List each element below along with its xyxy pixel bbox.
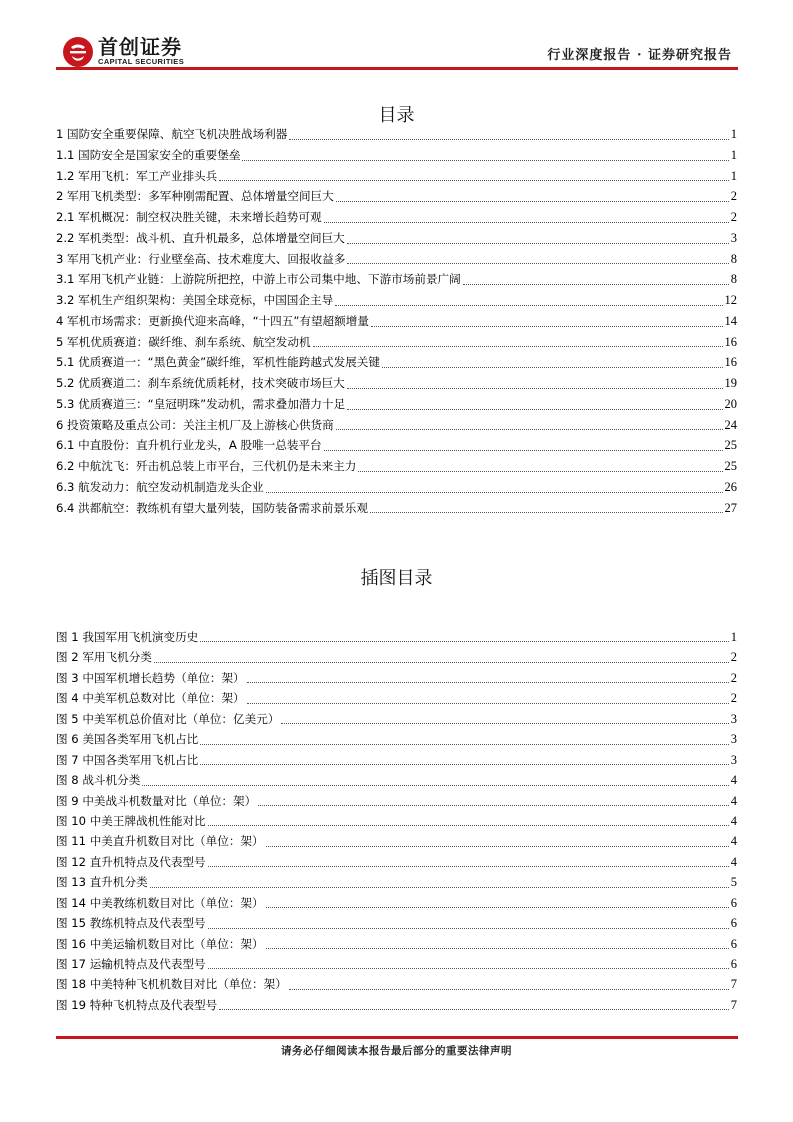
figure-entry-page: 1: [730, 630, 737, 644]
toc-entry-page: 16: [724, 355, 737, 370]
figure-entry-text: 图 5 中美军机总价值对比（单位：亿美元）: [56, 711, 280, 726]
figure-entry-text: 图 16 中美运输机数目对比（单位：架）: [56, 936, 264, 951]
figure-entry-text: 图 19 特种飞机特点及代表型号: [56, 997, 218, 1012]
figure-entry[interactable]: [56, 668, 737, 688]
figure-entry-text: 图 7 中国各类军用飞机占比: [56, 752, 199, 767]
legal-disclaimer: 请务必仔细阅读本报告最后部分的重要法律声明: [281, 1045, 512, 1057]
toc-entry[interactable]: [56, 311, 737, 332]
toc-entry-text: 6.4 洪都航空：教练机有望大量列装，国防装备需求前景乐观: [56, 500, 368, 515]
figure-entry-page: 4: [730, 773, 737, 788]
figure-entry-text: 图 9 中美战斗机数量对比（单位：架）: [56, 793, 257, 808]
report-type-label: 行业深度报告 · 证券研究报告: [547, 48, 732, 63]
toc-entry-text: 1 国防安全重要保障、航空飞机决胜战场利器: [56, 127, 288, 141]
dot-leader: [266, 845, 729, 847]
figure-entry[interactable]: [56, 647, 737, 667]
company-logo: [62, 35, 184, 69]
toc-entry-page: 24: [724, 417, 737, 432]
dot-leader: [347, 408, 722, 410]
toc-entry[interactable]: [56, 290, 737, 311]
toc-entry-page: 2: [730, 210, 737, 224]
toc-entry[interactable]: [56, 415, 737, 436]
figure-entry-page: 4: [730, 813, 737, 828]
figure-entry-text: 图 15 教练机特点及代表型号: [56, 916, 206, 931]
toc-entry-page: 3: [730, 230, 737, 245]
toc-entry-page: 19: [724, 376, 737, 390]
toc-entry-text: 1.2 军用飞机：军工产业排头兵: [56, 168, 218, 183]
dot-leader: [336, 200, 729, 202]
toc-entry-page: 25: [724, 438, 737, 453]
figure-entry[interactable]: [56, 791, 737, 811]
toc-entry-text: 6.2 中航沈飞：歼击机总装上市平台，三代机仍是未来主力: [56, 459, 357, 473]
figure-entry-text: 图 2 军用飞机分类: [56, 650, 152, 665]
figure-entry-page: 3: [730, 732, 737, 747]
dot-leader: [208, 824, 729, 826]
dot-leader: [313, 345, 723, 347]
figure-entry-page: 5: [730, 875, 737, 890]
figure-entry-page: 2: [730, 691, 737, 706]
toc-entry[interactable]: [56, 186, 737, 207]
dot-leader: [336, 428, 723, 430]
dot-leader: [281, 722, 728, 724]
capital-securities-logo-icon: [62, 36, 94, 68]
toc-entry-page: 16: [724, 334, 737, 349]
figure-entry[interactable]: [56, 852, 737, 872]
toc-entry-page: 26: [724, 479, 737, 494]
dot-leader: [242, 159, 728, 161]
figure-entry-page: 6: [730, 895, 737, 910]
figure-entry-page: 2: [730, 650, 737, 665]
toc-entry[interactable]: [56, 332, 737, 353]
toc-entry[interactable]: [56, 456, 737, 477]
header-divider: [56, 67, 738, 70]
dot-leader: [150, 886, 729, 888]
toc-entry-page: 12: [724, 293, 737, 307]
figure-entry-page: 3: [730, 711, 737, 726]
page-header: [56, 32, 738, 70]
figure-entry[interactable]: [56, 709, 737, 729]
toc-entry[interactable]: [56, 249, 737, 270]
toc-entry-text: 2.2 军机类型：战斗机、直升机最多，总体增量空间巨大: [56, 230, 345, 245]
toc-entry-text: 5.1 优质赛道一：“黑色黄金”碳纤维，军机性能跨越式发展关键: [56, 355, 380, 370]
dot-leader: [358, 470, 722, 472]
figure-entry-page: 6: [730, 936, 737, 951]
toc-entry-text: 3.1 军用飞机产业链：上游院所把控，中游上市公司集中地、下游市场前景广阔: [56, 272, 461, 287]
toc-entry[interactable]: [56, 269, 737, 290]
dot-leader: [266, 906, 729, 908]
toc-entry[interactable]: [56, 166, 737, 187]
figure-list-title: 插图目录: [360, 568, 433, 589]
figure-entry[interactable]: [56, 729, 737, 749]
toc-entry-page: 8: [730, 251, 737, 266]
dot-leader: [247, 681, 729, 683]
dot-leader: [324, 449, 723, 451]
toc-entry-text: 6.3 航发动力：航空发动机制造龙头企业: [56, 479, 264, 494]
dot-leader: [247, 702, 729, 704]
figure-entry[interactable]: [56, 831, 737, 851]
toc-entry[interactable]: [56, 352, 737, 373]
figure-entry[interactable]: [56, 811, 737, 831]
toc-entry-text: 5 军机优质赛道：碳纤维、刹车系统、航空发动机: [56, 334, 311, 349]
toc-entry-page: 20: [724, 396, 737, 411]
toc-entry-text: 3.2 军机生产组织架构：美国全球竞标，中国国企主导: [56, 293, 334, 307]
toc-entry-page: 1: [730, 168, 737, 183]
dot-leader: [258, 804, 729, 806]
figure-entry-text: 图 10 中美王牌战机性能对比: [56, 813, 206, 828]
table-of-contents: [56, 124, 737, 518]
dot-leader: [382, 366, 723, 368]
toc-entry[interactable]: [56, 207, 737, 228]
dot-leader: [335, 304, 722, 306]
figure-entry[interactable]: [56, 872, 737, 892]
dot-leader: [142, 784, 728, 786]
figure-entry-text: 图 14 中美教练机数目对比（单位：架）: [56, 895, 264, 910]
figure-entry[interactable]: [56, 954, 737, 974]
figure-entry-text: 图 4 中美军机总数对比（单位：架）: [56, 691, 245, 706]
toc-title: 目录: [378, 105, 415, 126]
figure-entry-page: 3: [730, 752, 737, 767]
toc-entry[interactable]: [56, 498, 737, 519]
toc-entry-text: 5.3 优质赛道三：“皇冠明珠”发动机，需求叠加潜力十足: [56, 396, 346, 411]
toc-entry-text: 3 军用飞机产业：行业壁垒高、技术难度大、回报收益多: [56, 251, 346, 266]
figure-entry[interactable]: [56, 688, 737, 708]
figure-entry[interactable]: [56, 627, 737, 647]
toc-entry[interactable]: [56, 145, 737, 166]
figure-entry-text: 图 17 运输机特点及代表型号: [56, 957, 206, 971]
dot-leader: [266, 947, 729, 949]
dot-leader: [200, 640, 728, 642]
toc-entry-text: 2.1 军机概况：制空权决胜关键，未来增长趋势可观: [56, 210, 322, 224]
figure-entry[interactable]: [56, 750, 737, 770]
toc-entry-page: 2: [730, 189, 737, 204]
figure-entry[interactable]: [56, 913, 737, 933]
dot-leader: [200, 763, 728, 765]
figure-entry[interactable]: [56, 770, 737, 790]
toc-entry[interactable]: [56, 124, 737, 145]
toc-entry[interactable]: [56, 435, 737, 456]
dot-leader: [347, 387, 723, 389]
toc-entry-text: 4 军机市场需求：更新换代迎来高峰，“十四五”有望超额增量: [56, 313, 369, 328]
figure-entry-text: 图 6 美国各类军用飞机占比: [56, 732, 199, 747]
figure-entry-page: 4: [730, 854, 737, 869]
dot-leader: [154, 661, 729, 663]
dot-leader: [371, 325, 723, 327]
toc-entry-text: 5.2 优质赛道二：刹车系统优质耗材，技术突破市场巨大: [56, 376, 345, 390]
figure-entry-text: 图 13 直升机分类: [56, 875, 148, 890]
footer-divider: [56, 1036, 738, 1039]
dot-leader: [347, 262, 728, 264]
toc-entry[interactable]: [56, 394, 737, 415]
logo-english-name: CAPITAL SECURITIES: [98, 57, 185, 66]
figure-entry-page: 7: [730, 977, 737, 992]
figure-entry[interactable]: [56, 934, 737, 954]
dot-leader: [289, 988, 729, 990]
dot-leader: [208, 865, 729, 867]
toc-entry-page: 25: [724, 459, 737, 473]
toc-entry-page: 27: [724, 500, 737, 515]
dot-leader: [266, 491, 723, 493]
dot-leader: [324, 221, 729, 223]
toc-entry[interactable]: [56, 477, 737, 498]
figure-entry[interactable]: [56, 974, 737, 994]
figure-entry[interactable]: [56, 893, 737, 913]
dot-leader: [208, 967, 729, 969]
dot-leader: [219, 179, 729, 181]
figure-entry-page: 2: [730, 670, 737, 685]
figure-entry-page: 4: [730, 793, 737, 808]
figure-entry-text: 图 18 中美特种飞机机数目对比（单位：架）: [56, 977, 287, 992]
dot-leader: [463, 283, 729, 285]
dot-leader: [219, 1008, 729, 1010]
figure-entry-text: 图 8 战斗机分类: [56, 773, 141, 788]
logo-chinese-name: 首创证券: [98, 35, 182, 59]
toc-entry-page: 1: [730, 147, 737, 162]
dot-leader: [347, 242, 729, 244]
toc-entry-page: 1: [730, 127, 737, 141]
figure-entry-text: 图 12 直升机特点及代表型号: [56, 854, 206, 869]
dot-leader: [289, 138, 728, 140]
toc-entry-page: 14: [724, 313, 737, 328]
toc-entry-text: 6 投资策略及重点公司：关注主机厂及上游核心供货商: [56, 417, 334, 432]
figure-entry-text: 图 1 我国军用飞机演变历史: [56, 630, 199, 644]
figure-entry[interactable]: [56, 995, 737, 1015]
dot-leader: [370, 511, 723, 513]
figure-entry-page: 7: [730, 997, 737, 1012]
figure-entry-page: 4: [730, 834, 737, 849]
figure-entry-text: 图 3 中国军机增长趋势（单位：架）: [56, 670, 245, 685]
figure-entry-page: 6: [730, 916, 737, 931]
toc-entry[interactable]: [56, 373, 737, 394]
toc-entry[interactable]: [56, 228, 737, 249]
figure-entry-text: 图 11 中美直升机数目对比（单位：架）: [56, 834, 264, 849]
dot-leader: [208, 927, 729, 929]
figure-list: [56, 627, 737, 1015]
toc-entry-text: 6.1 中直股份：直升机行业龙头，A 股唯一总装平台: [56, 438, 322, 453]
toc-entry-page: 8: [730, 272, 737, 287]
toc-entry-text: 2 军用飞机类型：多军种刚需配置、总体增量空间巨大: [56, 189, 334, 204]
figure-entry-page: 6: [730, 957, 737, 971]
dot-leader: [200, 743, 728, 745]
toc-entry-text: 1.1 国防安全是国家安全的重要堡垒: [56, 147, 241, 162]
